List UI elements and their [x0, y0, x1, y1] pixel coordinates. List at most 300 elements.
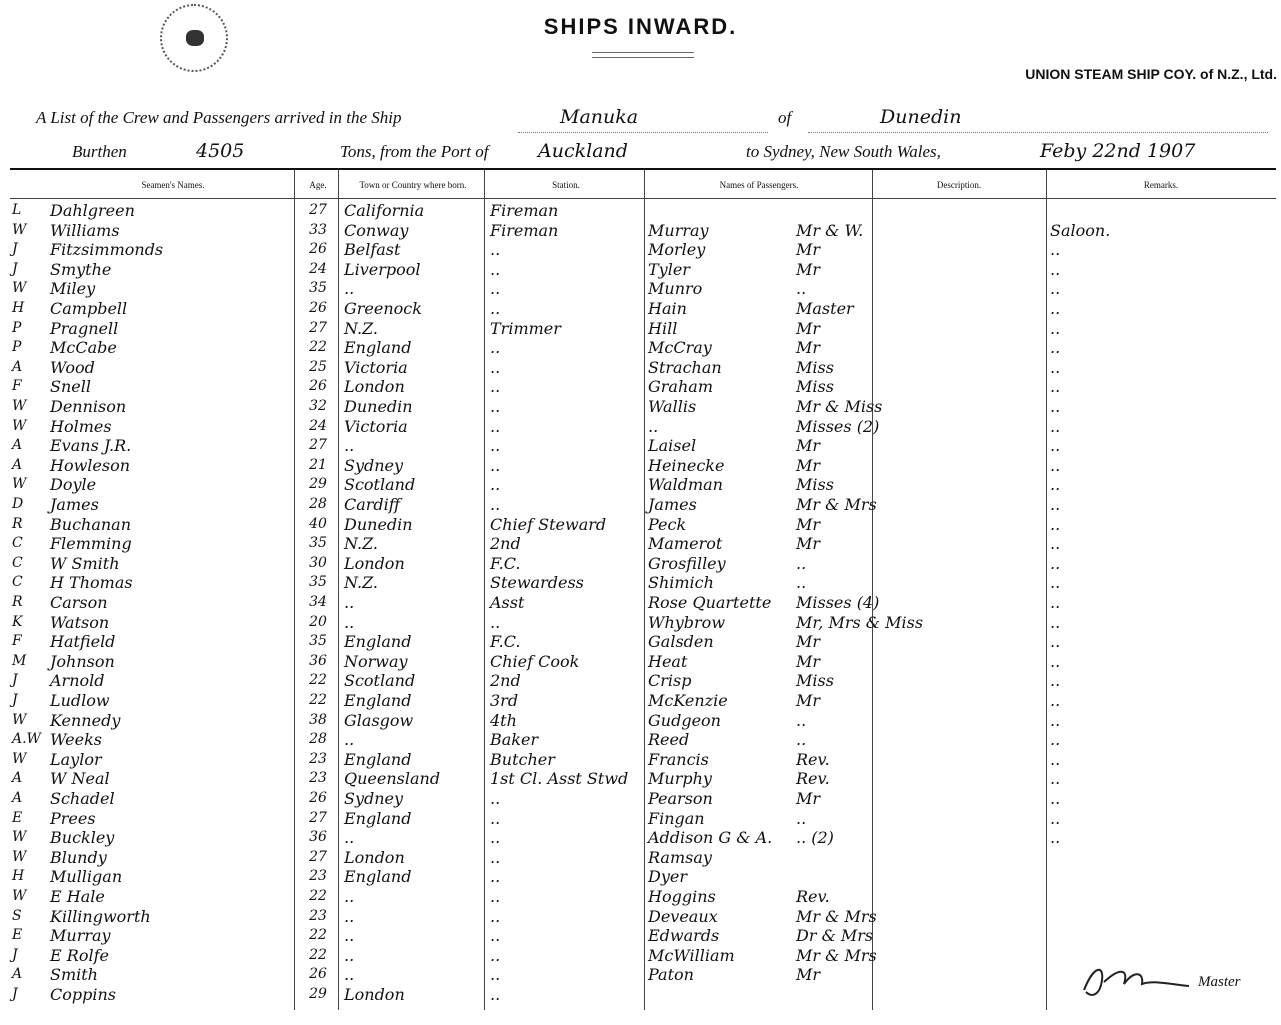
station-role: ..	[490, 828, 501, 848]
col-seamen-header: Seamen's Names.	[141, 180, 205, 190]
station-role: ..	[490, 455, 501, 475]
remark-text: ..	[1050, 397, 1061, 416]
seaman-name: Hatfield	[50, 632, 116, 652]
crew-initial: J	[12, 672, 18, 689]
col-passengers-header: Names of Passengers.	[719, 180, 799, 190]
age-value: 27	[309, 202, 327, 218]
table-row	[10, 808, 1276, 829]
age-value: 23	[309, 770, 327, 787]
table-row	[10, 612, 1276, 633]
station-role: ..	[490, 965, 501, 985]
age-value: 25	[309, 358, 327, 375]
seaman-name: Smith	[50, 965, 98, 985]
station-role: ..	[490, 377, 501, 397]
crew-initial: H	[12, 300, 25, 316]
age-value: 35	[309, 535, 327, 552]
seaman-name: Carson	[50, 593, 108, 612]
birthplace: Liverpool	[344, 259, 421, 279]
passenger-title: Mr	[796, 651, 821, 671]
crew-initial: A	[12, 770, 23, 787]
seaman-name: Williams	[50, 220, 120, 240]
passenger-name: Waldman	[648, 475, 723, 495]
remark-text: ..	[1050, 377, 1061, 397]
passenger-title: Dr & Mrs	[796, 926, 874, 946]
ship-name: Manuka	[560, 106, 639, 128]
station-role: ..	[490, 926, 501, 946]
remark-text: ..	[1050, 553, 1061, 573]
crew-initial: J	[12, 946, 18, 963]
age-value: 26	[309, 300, 327, 316]
passenger-title: Mr	[796, 632, 821, 652]
birthplace: London	[344, 553, 405, 573]
passenger-name: ..	[648, 416, 659, 436]
remark-text: Saloon.	[1050, 220, 1111, 240]
birthplace: England	[344, 808, 412, 828]
crew-initial: A	[12, 966, 23, 983]
crew-initial: F	[12, 633, 22, 650]
remark-text: ..	[1050, 495, 1061, 514]
crew-initial: P	[12, 319, 22, 336]
age-value: 23	[309, 868, 327, 885]
table-row	[10, 494, 1276, 515]
age-value: 27	[309, 848, 327, 865]
crew-initial: C	[12, 554, 23, 571]
passenger-title: Miss	[796, 475, 834, 495]
passenger-name: Ramsay	[648, 847, 712, 867]
station-role: Fireman	[490, 220, 559, 240]
station-role: 3rd	[490, 691, 519, 710]
crew-initial: W	[12, 417, 27, 434]
from-port: Auckland	[538, 140, 628, 162]
table-row	[10, 925, 1276, 946]
passenger-title: Mr, Mrs & Miss	[796, 612, 924, 632]
crew-initial: E	[12, 927, 23, 944]
home-port: Dunedin	[880, 106, 962, 128]
crew-initial: W	[12, 221, 27, 238]
passenger-name: Addison G & A.	[648, 828, 773, 848]
station-role: ..	[490, 906, 501, 926]
birthplace: California	[344, 201, 425, 220]
station-role: ..	[490, 847, 501, 867]
table-row	[10, 670, 1276, 691]
passenger-title: Mr & W.	[796, 220, 864, 240]
station-role: ..	[490, 436, 501, 456]
age-value: 22	[309, 946, 327, 963]
age-value: 22	[309, 888, 327, 904]
birthplace: ..	[344, 906, 355, 926]
seaman-name: E Rolfe	[50, 945, 109, 965]
seaman-name: Mulligan	[50, 867, 123, 887]
table-row	[10, 729, 1276, 750]
passenger-title: Miss	[796, 377, 834, 397]
passenger-title: .. (2)	[796, 828, 834, 848]
passenger-name: Murphy	[648, 769, 712, 789]
passenger-title: Mr	[796, 240, 821, 260]
birthplace: ..	[344, 593, 355, 612]
station-role: 2nd	[490, 534, 521, 554]
birthplace: Glasgow	[344, 710, 414, 730]
crew-initial: A.W	[12, 731, 41, 748]
passenger-name: Dyer	[648, 867, 687, 887]
seaman-name: Dennison	[50, 397, 127, 416]
station-role: ..	[490, 945, 501, 965]
birthplace: Scotland	[344, 671, 416, 691]
birthplace: ..	[344, 730, 355, 750]
passenger-name: Peck	[648, 514, 687, 534]
remark-text: ..	[1050, 416, 1061, 436]
age-value: 23	[309, 907, 327, 924]
birthplace: London	[344, 985, 405, 1004]
destination-label: to Sydney, New South Wales,	[746, 142, 941, 161]
passenger-name: Rose Quartette	[648, 593, 772, 612]
station-role: Chief Steward	[490, 514, 607, 534]
birthplace: Queensland	[344, 769, 441, 789]
station-role: ..	[490, 279, 501, 299]
passenger-name: Hoggins	[648, 887, 716, 906]
age-value: 26	[309, 241, 327, 258]
passenger-name: Morley	[648, 240, 706, 260]
col-description-header: Description.	[936, 180, 982, 190]
age-value: 29	[309, 476, 327, 493]
list-intro-label: A List of the Crew and Passengers arrived in the Ship	[36, 108, 402, 127]
passenger-name: Mamerot	[648, 534, 723, 554]
table-row	[10, 533, 1276, 554]
age-value: 30	[309, 554, 327, 571]
seaman-name: Prees	[50, 808, 96, 828]
passenger-title: Mr	[796, 514, 821, 534]
birthplace: England	[344, 749, 412, 769]
passenger-name: McCray	[648, 338, 712, 358]
crew-initial: J	[12, 260, 18, 277]
station-role: ..	[490, 357, 501, 377]
birthplace: Cardiff	[344, 495, 401, 514]
age-value: 28	[309, 731, 327, 748]
age-value: 24	[309, 260, 327, 277]
station-role: F.C.	[490, 632, 521, 652]
passenger-title: Rev.	[796, 887, 830, 906]
table-row	[10, 337, 1276, 358]
passenger-name: Strachan	[648, 357, 722, 377]
remark-text: ..	[1050, 710, 1061, 730]
table-row	[10, 220, 1276, 241]
birthplace: ..	[344, 436, 355, 456]
age-value: 35	[309, 633, 327, 650]
seaman-name: Flemming	[50, 534, 132, 554]
passenger-name: Grosfilley	[648, 553, 726, 573]
table-row	[10, 690, 1276, 711]
crew-initial: W	[12, 711, 27, 728]
seaman-name: Dahlgreen	[50, 201, 135, 220]
passenger-name: Francis	[648, 749, 709, 769]
passenger-title: Miss	[796, 357, 834, 377]
passenger-name: Fingan	[648, 808, 705, 828]
remark-text: ..	[1050, 749, 1061, 769]
birthplace: London	[344, 847, 405, 867]
seaman-name: McCabe	[50, 338, 117, 358]
table-row	[10, 788, 1276, 809]
passenger-name: Edwards	[648, 926, 720, 946]
port-underline	[808, 132, 1268, 133]
passenger-title: Mr & Mrs	[796, 906, 877, 926]
table-row	[10, 514, 1276, 535]
station-role: 2nd	[490, 671, 521, 691]
table-row	[10, 847, 1276, 868]
passenger-name: McKenzie	[648, 691, 728, 710]
crew-initial: J	[12, 986, 18, 1002]
remark-text: ..	[1050, 632, 1061, 652]
seaman-name: Evans J.R.	[50, 436, 132, 456]
station-role: Butcher	[490, 749, 555, 769]
crew-initial: W	[12, 829, 27, 846]
crew-initial: A	[12, 456, 23, 473]
seaman-name: Wood	[50, 357, 95, 377]
passenger-title: ..	[796, 808, 807, 828]
passenger-name: McWilliam	[648, 945, 735, 965]
birthplace: England	[344, 632, 412, 652]
age-value: 22	[309, 672, 327, 689]
crew-initial: S	[12, 907, 22, 924]
station-role: ..	[490, 416, 501, 436]
col-station-header: Station.	[552, 180, 580, 190]
birthplace: ..	[344, 279, 355, 299]
passenger-name: Laisel	[648, 436, 697, 456]
passenger-title: Mr	[796, 455, 821, 475]
table-row	[10, 768, 1276, 789]
remark-text: ..	[1050, 436, 1061, 456]
passenger-title: Misses (2)	[796, 416, 880, 436]
station-role: ..	[490, 808, 501, 828]
crew-initial: D	[12, 496, 24, 512]
passenger-name: Galsden	[648, 632, 714, 652]
crew-initial: W	[12, 888, 27, 904]
crew-initial: F	[12, 378, 22, 395]
table-row	[10, 827, 1276, 848]
station-role: Trimmer	[490, 318, 561, 338]
col-remarks-header: Remarks.	[1143, 180, 1179, 190]
station-role: 1st Cl. Asst Stwd	[490, 769, 629, 789]
passenger-name: Whybrow	[648, 612, 726, 632]
station-role: ..	[490, 789, 501, 808]
age-value: 26	[309, 790, 327, 806]
birthplace: Dunedin	[344, 397, 413, 416]
station-role: Asst	[490, 593, 525, 612]
remark-text: ..	[1050, 593, 1061, 612]
age-value: 22	[309, 927, 327, 944]
table-row	[10, 259, 1276, 280]
crew-passenger-table	[10, 168, 1276, 1010]
crew-initial: E	[12, 809, 23, 826]
station-role: 4th	[490, 710, 517, 730]
table-row	[10, 631, 1276, 652]
passenger-title: Mr & Mrs	[796, 945, 877, 965]
table-row	[10, 376, 1276, 397]
crew-initial: C	[12, 574, 23, 591]
master-signature	[1074, 960, 1194, 1000]
crew-initial: R	[12, 515, 23, 532]
crew-initial: M	[12, 652, 27, 669]
table-row	[10, 278, 1276, 299]
age-value: 34	[309, 594, 327, 610]
age-value: 28	[309, 496, 327, 512]
birthplace: Belfast	[344, 240, 401, 260]
seaman-name: Buckley	[50, 828, 115, 848]
birthplace: ..	[344, 965, 355, 985]
station-role: ..	[490, 475, 501, 495]
birthplace: ..	[344, 926, 355, 946]
seaman-name: Smythe	[50, 259, 112, 279]
passenger-title: Mr	[796, 789, 821, 808]
birthplace: Sydney	[344, 789, 404, 808]
table-row	[10, 651, 1276, 672]
remark-text: ..	[1050, 259, 1061, 279]
station-role: ..	[490, 867, 501, 887]
age-value: 35	[309, 574, 327, 591]
passenger-name: Murray	[648, 220, 709, 240]
birthplace: London	[344, 377, 405, 397]
table-row	[10, 357, 1276, 378]
age-value: 40	[309, 515, 327, 532]
seaman-name: Schadel	[50, 789, 115, 808]
table-row	[10, 553, 1276, 574]
station-role: ..	[490, 338, 501, 358]
seaman-name: W Neal	[50, 769, 110, 789]
birthplace: N.Z.	[344, 573, 378, 593]
passenger-title: Rev.	[796, 749, 830, 769]
tons-from-label: Tons, from the Port of	[340, 142, 489, 161]
age-value: 32	[309, 398, 327, 414]
birthplace: ..	[344, 945, 355, 965]
seaman-name: Miley	[50, 279, 96, 299]
passenger-name: Paton	[648, 965, 694, 985]
table-row	[10, 416, 1276, 437]
table-row	[10, 200, 1276, 221]
passenger-title: Mr	[796, 965, 821, 985]
birthplace: Greenock	[344, 299, 422, 318]
crew-initial: H	[12, 868, 25, 885]
age-value: 36	[309, 652, 327, 669]
crew-initial: A	[12, 790, 23, 806]
passenger-title: Mr & Mrs	[796, 495, 877, 514]
age-value: 20	[309, 613, 327, 630]
birthplace: England	[344, 867, 412, 887]
table-row	[10, 572, 1276, 593]
tonnage-value: 4505	[196, 140, 245, 162]
age-value: 26	[309, 378, 327, 395]
age-value: 22	[309, 339, 327, 356]
station-role: Baker	[490, 730, 539, 750]
remark-text: ..	[1050, 612, 1061, 632]
seaman-name: Blundy	[50, 847, 107, 867]
passenger-name: James	[648, 495, 697, 514]
remark-text: ..	[1050, 514, 1061, 534]
passenger-title: Mr	[796, 259, 821, 279]
birthplace: England	[344, 338, 412, 358]
table-row	[10, 474, 1276, 495]
birthplace: Norway	[344, 651, 408, 671]
crew-initial: W	[12, 476, 27, 493]
age-value: 36	[309, 829, 327, 846]
burthen-label: Burthen	[72, 142, 127, 161]
birthplace: Scotland	[344, 475, 416, 495]
of-label: of	[778, 108, 792, 127]
remark-text: ..	[1050, 279, 1061, 299]
remark-text: ..	[1050, 730, 1061, 750]
seaman-name: Fitzsimmonds	[50, 240, 164, 260]
table-row	[10, 866, 1276, 887]
seaman-name: H Thomas	[50, 573, 133, 593]
birthplace: Dunedin	[344, 514, 413, 534]
seaman-name: Watson	[50, 612, 110, 632]
remark-text: ..	[1050, 299, 1061, 318]
age-value: 22	[309, 692, 327, 708]
station-role: Chief Cook	[490, 651, 580, 671]
age-value: 21	[309, 456, 327, 473]
passenger-name: Crisp	[648, 671, 692, 691]
seaman-name: Buchanan	[50, 514, 132, 534]
seaman-name: Holmes	[50, 416, 112, 436]
remark-text: ..	[1050, 808, 1061, 828]
crew-initial: J	[12, 241, 18, 258]
passenger-name: Shimich	[648, 573, 714, 593]
birthplace: N.Z.	[344, 534, 378, 554]
passenger-name: Pearson	[648, 789, 713, 808]
station-role: ..	[490, 240, 501, 260]
passenger-title: ..	[796, 730, 807, 750]
crew-initial: A	[12, 437, 23, 454]
table-row	[10, 886, 1276, 907]
seaman-name: Campbell	[50, 299, 128, 318]
passenger-title: Mr	[796, 534, 821, 554]
remark-text: ..	[1050, 573, 1061, 593]
station-role: ..	[490, 299, 501, 318]
station-role: ..	[490, 259, 501, 279]
birthplace: ..	[344, 887, 355, 906]
crew-initial: W	[12, 280, 27, 297]
passenger-name: Hill	[648, 318, 678, 338]
table-row	[10, 710, 1276, 731]
table-row	[10, 455, 1276, 476]
title-divider	[592, 52, 694, 58]
table-row	[10, 318, 1276, 339]
station-role: Stewardess	[490, 573, 584, 593]
seaman-name: Weeks	[50, 730, 102, 750]
remark-text: ..	[1050, 240, 1061, 260]
remark-text: ..	[1050, 318, 1061, 338]
age-value: 27	[309, 437, 327, 454]
station-role: ..	[490, 887, 501, 906]
col-town-header: Town or Country where born.	[359, 180, 467, 190]
station-role: F.C.	[490, 553, 521, 573]
passenger-name: Heat	[648, 651, 688, 671]
birthplace: Victoria	[344, 357, 408, 377]
age-value: 33	[309, 221, 327, 238]
crew-initial: P	[12, 339, 22, 356]
passenger-title: ..	[796, 279, 807, 299]
birthplace: N.Z.	[344, 318, 378, 338]
seaman-name: Doyle	[50, 475, 97, 495]
table-row	[10, 906, 1276, 927]
crew-initial: C	[12, 535, 23, 552]
table-row	[10, 298, 1276, 319]
seaman-name: Johnson	[50, 651, 115, 671]
page-title: SHIPS INWARD.	[543, 14, 738, 39]
passenger-title: ..	[796, 573, 807, 593]
birthplace: ..	[344, 612, 355, 632]
passenger-name: Tyler	[648, 259, 690, 279]
remark-text: ..	[1050, 789, 1061, 808]
seaman-name: Pragnell	[50, 318, 119, 338]
seaman-name: Howleson	[50, 455, 131, 475]
